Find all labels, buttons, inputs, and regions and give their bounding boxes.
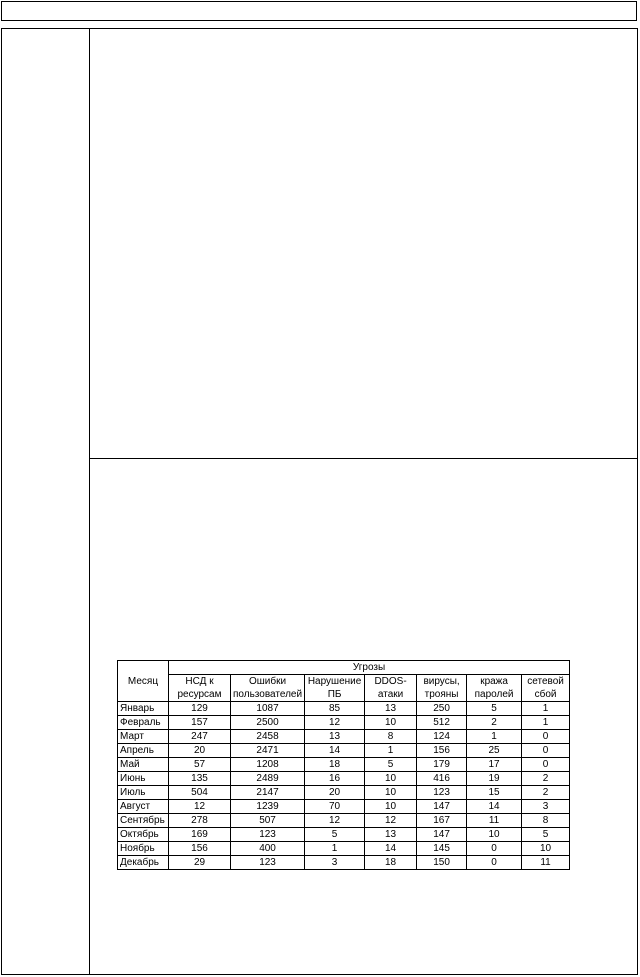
value-cell: 179 [417,758,467,772]
value-cell: 11 [522,856,570,870]
month-cell: Февраль [118,716,169,730]
value-cell: 2 [522,786,570,800]
value-cell: 278 [169,814,231,828]
table-row [118,814,570,828]
value-cell: 416 [417,772,467,786]
column-header-line1: вирусы, [423,676,460,687]
value-cell: 5 [365,758,417,772]
table-row [118,772,570,786]
value-cell: 1 [305,842,365,856]
value-cell: 19 [467,772,522,786]
value-cell: 12 [305,814,365,828]
month-cell: Июль [118,786,169,800]
value-cell: 1239 [231,800,305,814]
value-cell: 13 [365,702,417,716]
value-cell: 1208 [231,758,305,772]
value-cell: 29 [169,856,231,870]
value-cell: 400 [231,842,305,856]
value-cell: 247 [169,730,231,744]
column-header-line1: Нарушение [307,676,362,687]
month-cell: Май [118,758,169,772]
column-header [169,675,231,702]
value-cell: 145 [417,842,467,856]
column-header-line2: ресурсам [177,689,222,700]
value-cell: 0 [467,856,522,870]
value-cell: 5 [305,828,365,842]
month-cell: Ноябрь [118,842,169,856]
value-cell: 8 [365,730,417,744]
column-header [522,675,570,702]
month-column-header: Месяц [118,661,169,702]
month-cell: Январь [118,702,169,716]
month-cell: Октябрь [118,828,169,842]
table-row [118,702,570,716]
table-row [118,716,570,730]
month-cell: Апрель [118,744,169,758]
value-cell: 512 [417,716,467,730]
value-cell: 2489 [231,772,305,786]
frame-horizontal-divider [89,458,638,459]
value-cell: 10 [365,786,417,800]
value-cell: 2 [522,772,570,786]
column-header-line1: НСД к [185,676,214,687]
value-cell: 129 [169,702,231,716]
table-header-row [118,661,570,675]
value-cell: 2147 [231,786,305,800]
value-cell: 14 [467,800,522,814]
value-cell: 85 [305,702,365,716]
value-cell: 124 [417,730,467,744]
column-header-line1: Ошибки [248,676,287,687]
value-cell: 3 [305,856,365,870]
value-cell: 57 [169,758,231,772]
column-header [467,675,522,702]
value-cell: 13 [365,828,417,842]
value-cell: 250 [417,702,467,716]
value-cell: 167 [417,814,467,828]
month-cell: Сентябрь [118,814,169,828]
value-cell: 1087 [231,702,305,716]
column-header-line1: сетевой [527,676,564,687]
value-cell: 10 [522,842,570,856]
value-cell: 123 [417,786,467,800]
value-cell: 150 [417,856,467,870]
value-cell: 14 [365,842,417,856]
value-cell: 1 [522,702,570,716]
value-cell: 2471 [231,744,305,758]
month-cell: Март [118,730,169,744]
value-cell: 11 [467,814,522,828]
value-cell: 504 [169,786,231,800]
value-cell: 0 [467,842,522,856]
value-cell: 18 [305,758,365,772]
threats-table [117,660,570,870]
table-row [118,730,570,744]
value-cell: 156 [417,744,467,758]
column-header-row [118,675,570,702]
value-cell: 70 [305,800,365,814]
value-cell: 17 [467,758,522,772]
value-cell: 25 [467,744,522,758]
value-cell: 20 [305,786,365,800]
value-cell: 0 [522,730,570,744]
table-row [118,786,570,800]
table-row [118,842,570,856]
column-header-line2: паролей [474,689,514,700]
value-cell: 169 [169,828,231,842]
column-header [231,675,305,702]
column-header-line2: атаки [377,689,404,700]
value-cell: 0 [522,758,570,772]
column-header-line1: кража [480,676,508,687]
table-row [118,828,570,842]
value-cell: 10 [365,800,417,814]
table-row [118,744,570,758]
value-cell: 2 [467,716,522,730]
value-cell: 10 [365,772,417,786]
column-header-line2: ПБ [327,689,342,700]
month-cell: Декабрь [118,856,169,870]
value-cell: 20 [169,744,231,758]
value-cell: 507 [231,814,305,828]
value-cell: 12 [169,800,231,814]
value-cell: 147 [417,800,467,814]
header-strip [1,1,637,21]
value-cell: 1 [365,744,417,758]
value-cell: 18 [365,856,417,870]
table-row [118,800,570,814]
table-row [118,856,570,870]
month-cell: Июнь [118,772,169,786]
value-cell: 156 [169,842,231,856]
value-cell: 123 [231,856,305,870]
column-header [417,675,467,702]
value-cell: 10 [365,716,417,730]
value-cell: 12 [365,814,417,828]
value-cell: 123 [231,828,305,842]
value-cell: 10 [467,828,522,842]
column-header-line2: трояны [424,689,459,700]
column-header-line1: DDOS- [374,676,407,687]
column-header-line2: пользователей [233,689,303,700]
frame-left-column-divider [89,28,90,975]
value-cell: 147 [417,828,467,842]
value-cell: 12 [305,716,365,730]
column-header-line2: сбой [534,689,557,700]
value-cell: 16 [305,772,365,786]
table-row [118,758,570,772]
value-cell: 13 [305,730,365,744]
value-cell: 2500 [231,716,305,730]
value-cell: 5 [467,702,522,716]
month-cell: Август [118,800,169,814]
value-cell: 15 [467,786,522,800]
value-cell: 157 [169,716,231,730]
value-cell: 1 [522,716,570,730]
value-cell: 1 [467,730,522,744]
value-cell: 5 [522,828,570,842]
value-cell: 0 [522,744,570,758]
column-header [365,675,417,702]
threats-group-header: Угрозы [169,661,570,675]
column-header [305,675,365,702]
value-cell: 14 [305,744,365,758]
value-cell: 3 [522,800,570,814]
value-cell: 2458 [231,730,305,744]
table-body [118,702,570,870]
value-cell: 8 [522,814,570,828]
value-cell: 135 [169,772,231,786]
